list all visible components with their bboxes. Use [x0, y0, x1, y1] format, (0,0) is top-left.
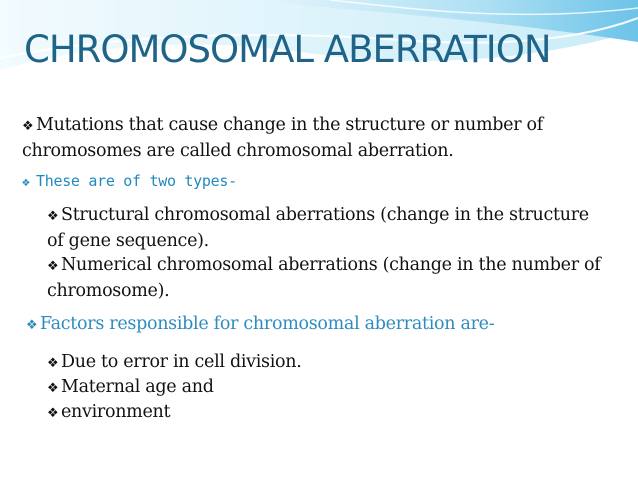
- diamond-bullet-icon: ❖: [47, 381, 59, 396]
- bullet-structural: [47, 203, 607, 253]
- bullet-factors-heading: [26, 312, 616, 338]
- bullet-text: Mutations that cause change in the structure or number of chromosomes are called chromosomal aberration.: [22, 115, 543, 161]
- bullet-text: Numerical chromosomal aberrations (change in the number of chromosome).: [47, 255, 601, 301]
- bullet-numerical: [47, 253, 607, 303]
- bullet-types-heading: [22, 169, 612, 195]
- bullet-cell-division: [47, 350, 607, 376]
- diamond-bullet-icon: ❖: [47, 406, 59, 421]
- diamond-bullet-icon: ❖: [26, 318, 38, 333]
- diamond-bullet-icon: ❖: [22, 119, 34, 134]
- bullet-text: Due to error in cell division.: [61, 352, 302, 372]
- diamond-bullet-icon: ❖: [22, 175, 30, 190]
- bullet-maternal-age: [47, 375, 607, 401]
- bullet-definition: [22, 113, 612, 163]
- bullet-text: environment: [61, 402, 171, 422]
- bullet-environment: [47, 400, 607, 426]
- bullet-text: Factors responsible for chromosomal aberration are-: [40, 314, 495, 334]
- slide-title: CHROMOSOMAL ABERRATION: [24, 28, 551, 71]
- diamond-bullet-icon: ❖: [47, 259, 59, 274]
- bullet-text: Maternal age and: [61, 377, 214, 397]
- bullet-text: These are of two types-: [36, 172, 237, 190]
- diamond-bullet-icon: ❖: [47, 356, 59, 371]
- diamond-bullet-icon: ❖: [47, 209, 59, 224]
- bullet-text: Structural chromosomal aberrations (change in the structure of gene sequence).: [47, 205, 589, 251]
